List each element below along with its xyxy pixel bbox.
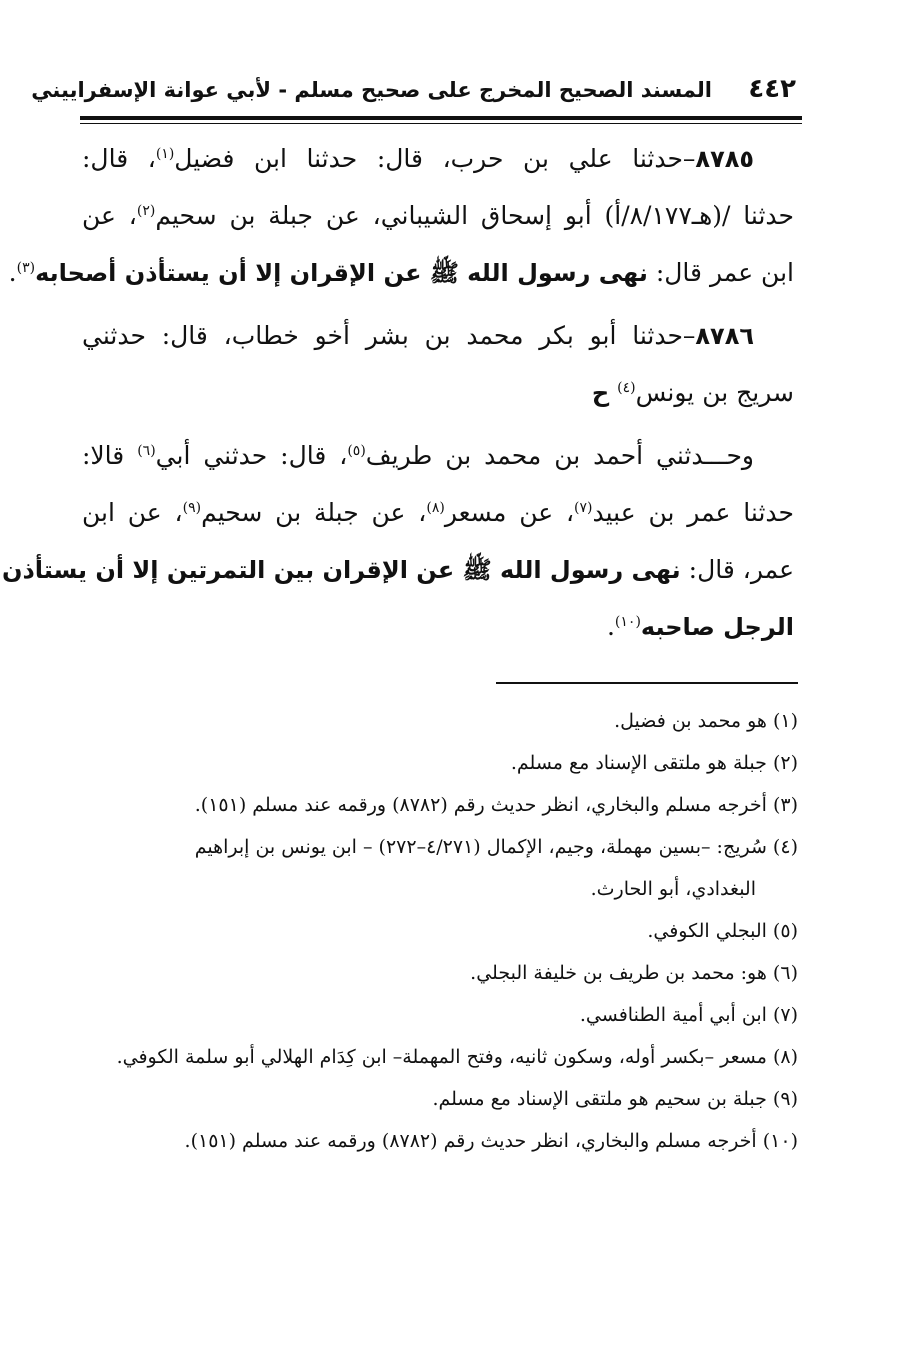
hadith-8786-line-1: ٨٧٨٦–حدثنا أبو بكر محمد بن بشر أخو خطاب، قال: حدثني (82, 321, 754, 350)
hadith-8786-line-6: الرجل صاحبه$^{(١٠)}$. (606, 612, 794, 641)
hadith-number: ٨٧٨٦ (695, 322, 754, 350)
footnote-8: (٨) مسعر –بكسر أوله، وسكون ثانيه، وفتح المهملة– ابن كِدَام الهلالي أبو سلمة الكوفي. (116, 1046, 798, 1068)
hadith-8786-line-4: حدثنا عمر بن عبيد$^{(٧)}$، عن مسعر$^{(٨)}$، عن جبلة بن سحيم$^{(٩)}$، عن ابن (82, 498, 794, 527)
hadith-8785-line-1: ٨٧٨٥–حدثنا علي بن حرب، قال: حدثنا ابن فضيل$^{(١)}$، قال: (82, 144, 755, 173)
hadith-matn: نهى رسول الله ﷺ عن الإقران بين التمرتين إلا أن يستأذن (1, 556, 681, 584)
hadith-8785-line-3: ابن عمر قال: نهى رسول الله ﷺ عن الإقران إلا أن يستأذن أصحابه$^{(٣)}$. (8, 258, 794, 287)
page-header (31, 68, 802, 112)
footnote-ref: (١) (155, 146, 175, 162)
footnote-ref: (٦) (137, 443, 156, 459)
footnote-2: (٢) جبلة هو ملتقى الإسناد مع مسلم. (510, 752, 798, 774)
footnote-4-continued: البغدادي، أبو الحارث. (590, 878, 756, 900)
footnote-separator (496, 682, 798, 684)
footnote-ref: (٨) (426, 500, 445, 516)
footnote-3: (٣) أخرجه مسلم والبخاري، انظر حديث رقم (٨٧٨٢) ورقمه عند مسلم (١٥١). (194, 794, 798, 816)
footnote-5: (٥) البجلي الكوفي. (647, 920, 798, 942)
footnote-1: (١) هو محمد بن فضيل. (614, 710, 798, 732)
hadith-8786-line-2: سريج بن يونس$^{(٤)}$ ح (591, 378, 794, 407)
footnote-7: (٧) ابن أبي أمية الطنافسي. (579, 1004, 798, 1026)
footnote-ref: (٧) (574, 500, 593, 516)
header-rule-thin (80, 123, 802, 124)
hadith-matn: نهى رسول الله ﷺ عن الإقران إلا أن يستأذن أصحابه (35, 259, 648, 287)
hadith-number: ٨٧٨٥ (695, 145, 755, 173)
footnotes (86, 700, 798, 1162)
header-rule-thick (80, 116, 802, 120)
footnote-ref: (٩) (182, 500, 202, 516)
footnote-ref: (٤) (617, 380, 636, 396)
hadith-matn: الرجل صاحبه (640, 613, 794, 641)
footnote-ref: (٢) (136, 203, 156, 219)
main-text (1, 130, 794, 655)
footnote-ref: (٣) (16, 260, 36, 276)
hadith-8785-line-2: حدثنا /(هـ٨/١٧٧/أ) أبو إسحاق الشيباني، عن جبلة بن سحيم$^{(٢)}$، عن (82, 201, 794, 230)
footnote-6: (٦) هو: محمد بن طريف بن خليفة البجلي. (470, 962, 798, 984)
page-number: ٤٤٢ (748, 74, 796, 104)
footnote-4: (٤) سُريج: –بسين مهملة، وجيم، الإكمال (٤/٢٧١–٢٧٢) – ابن يونس بن إبراهيم (194, 836, 798, 858)
footnote-10: (١٠) أخرجه مسلم والبخاري، انظر حديث رقم (٨٧٨٢) ورقمه عند مسلم (١٥١). (184, 1130, 798, 1152)
footnote-9: (٩) جبلة بن سحيم هو ملتقى الإسناد مع مسلم. (432, 1088, 798, 1110)
hadith-8786-line-5: عمر، قال: نهى رسول الله ﷺ عن الإقران بين التمرتين إلا أن يستأذن (1, 555, 794, 584)
footnote-ref: (١٠) (614, 614, 641, 630)
hadith-8786-line-3: وحـــدثني أحمد بن محمد بن طريف$^{(٥)}$، قال: حدثني أبي$^{(٦)}$ قالا: (82, 441, 754, 470)
footnote-ref: (٥) (347, 443, 366, 459)
running-title: المسند الصحيح المخرج على صحيح مسلم - لأبي عوانة الإسفراييني (31, 78, 712, 102)
